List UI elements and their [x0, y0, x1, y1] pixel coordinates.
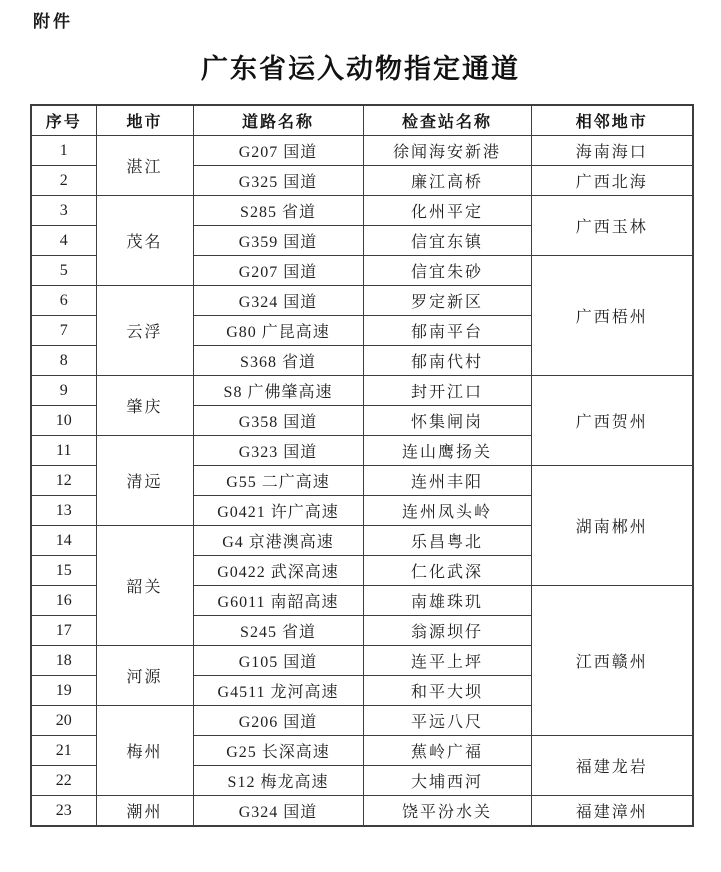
col-header-adjacent: 相邻地市	[531, 105, 693, 136]
cell-road: G6011 南韶高速	[193, 586, 363, 616]
cell-serial: 8	[31, 346, 96, 376]
cell-road: S285 省道	[193, 196, 363, 226]
cell-serial: 13	[31, 496, 96, 526]
cell-serial: 2	[31, 166, 96, 196]
cell-station: 乐昌粤北	[363, 526, 531, 556]
cell-serial: 20	[31, 706, 96, 736]
cell-station: 连山鹰扬关	[363, 436, 531, 466]
cell-serial: 19	[31, 676, 96, 706]
cell-road: S12 梅龙高速	[193, 766, 363, 796]
cell-serial: 16	[31, 586, 96, 616]
cell-road: G323 国道	[193, 436, 363, 466]
cell-station: 蕉岭广福	[363, 736, 531, 766]
cell-adjacent: 福建漳州	[531, 796, 693, 827]
cell-city: 清远	[96, 436, 193, 526]
cell-road: S245 省道	[193, 616, 363, 646]
cell-road: G206 国道	[193, 706, 363, 736]
cell-road: G207 国道	[193, 136, 363, 166]
cell-serial: 4	[31, 226, 96, 256]
cell-road: S368 省道	[193, 346, 363, 376]
table-row	[31, 376, 693, 406]
cell-station: 怀集闸岗	[363, 406, 531, 436]
cell-serial: 14	[31, 526, 96, 556]
cell-road: G55 二广高速	[193, 466, 363, 496]
cell-road: G358 国道	[193, 406, 363, 436]
cell-serial: 21	[31, 736, 96, 766]
cell-city: 潮州	[96, 796, 193, 827]
cell-adjacent: 广西贺州	[531, 376, 693, 466]
cell-station: 仁化武深	[363, 556, 531, 586]
cell-station: 徐闻海安新港	[363, 136, 531, 166]
cell-serial: 6	[31, 286, 96, 316]
cell-station: 化州平定	[363, 196, 531, 226]
cell-station: 连平上坪	[363, 646, 531, 676]
cell-station: 饶平汾水关	[363, 796, 531, 827]
cell-station: 和平大坝	[363, 676, 531, 706]
cell-station: 郁南平台	[363, 316, 531, 346]
cell-road: G324 国道	[193, 286, 363, 316]
cell-adjacent: 江西赣州	[531, 586, 693, 736]
cell-serial: 1	[31, 136, 96, 166]
cell-serial: 18	[31, 646, 96, 676]
cell-station: 连州丰阳	[363, 466, 531, 496]
cell-station: 罗定新区	[363, 286, 531, 316]
cell-serial: 15	[31, 556, 96, 586]
col-header-station: 检查站名称	[363, 105, 531, 136]
cell-road: G359 国道	[193, 226, 363, 256]
cell-serial: 22	[31, 766, 96, 796]
col-header-road: 道路名称	[193, 105, 363, 136]
cell-city: 河源	[96, 646, 193, 706]
col-header-serial: 序号	[31, 105, 96, 136]
cell-city: 韶关	[96, 526, 193, 646]
cell-city: 梅州	[96, 706, 193, 796]
cell-serial: 23	[31, 796, 96, 827]
cell-city: 茂名	[96, 196, 193, 286]
cell-road: G325 国道	[193, 166, 363, 196]
cell-station: 连州凤头岭	[363, 496, 531, 526]
cell-city: 湛江	[96, 136, 193, 196]
cell-road: S8 广佛肇高速	[193, 376, 363, 406]
cell-adjacent: 湖南郴州	[531, 466, 693, 586]
cell-road: G324 国道	[193, 796, 363, 827]
cell-road: G0422 武深高速	[193, 556, 363, 586]
cell-road: G0421 许广高速	[193, 496, 363, 526]
cell-city: 肇庆	[96, 376, 193, 436]
cell-road: G80 广昆高速	[193, 316, 363, 346]
cell-city: 云浮	[96, 286, 193, 376]
cell-road: G4 京港澳高速	[193, 526, 363, 556]
cell-station: 翁源坝仔	[363, 616, 531, 646]
cell-station: 郁南代村	[363, 346, 531, 376]
cell-station: 平远八尺	[363, 706, 531, 736]
cell-road: G105 国道	[193, 646, 363, 676]
table-row	[31, 796, 693, 827]
cell-serial: 11	[31, 436, 96, 466]
cell-station: 大埔西河	[363, 766, 531, 796]
cell-adjacent: 海南海口	[531, 136, 693, 166]
cell-serial: 12	[31, 466, 96, 496]
cell-serial: 10	[31, 406, 96, 436]
channels-table	[30, 104, 694, 827]
cell-serial: 7	[31, 316, 96, 346]
cell-road: G207 国道	[193, 256, 363, 286]
cell-serial: 5	[31, 256, 96, 286]
cell-road: G25 长深高速	[193, 736, 363, 766]
attachment-label: 附件	[33, 12, 73, 31]
cell-station: 封开江口	[363, 376, 531, 406]
table-header-row	[31, 105, 693, 136]
col-header-city: 地市	[96, 105, 193, 136]
cell-adjacent: 广西梧州	[531, 256, 693, 376]
cell-adjacent: 广西玉林	[531, 196, 693, 256]
table-row	[31, 196, 693, 226]
cell-serial: 17	[31, 616, 96, 646]
cell-serial: 9	[31, 376, 96, 406]
cell-road: G4511 龙河高速	[193, 676, 363, 706]
cell-serial: 3	[31, 196, 96, 226]
cell-station: 廉江高桥	[363, 166, 531, 196]
cell-adjacent: 福建龙岩	[531, 736, 693, 796]
page-title: 广东省运入动物指定通道	[201, 54, 520, 84]
cell-adjacent: 广西北海	[531, 166, 693, 196]
cell-station: 南雄珠玑	[363, 586, 531, 616]
cell-station: 信宜朱砂	[363, 256, 531, 286]
cell-station: 信宜东镇	[363, 226, 531, 256]
table-row	[31, 136, 693, 166]
